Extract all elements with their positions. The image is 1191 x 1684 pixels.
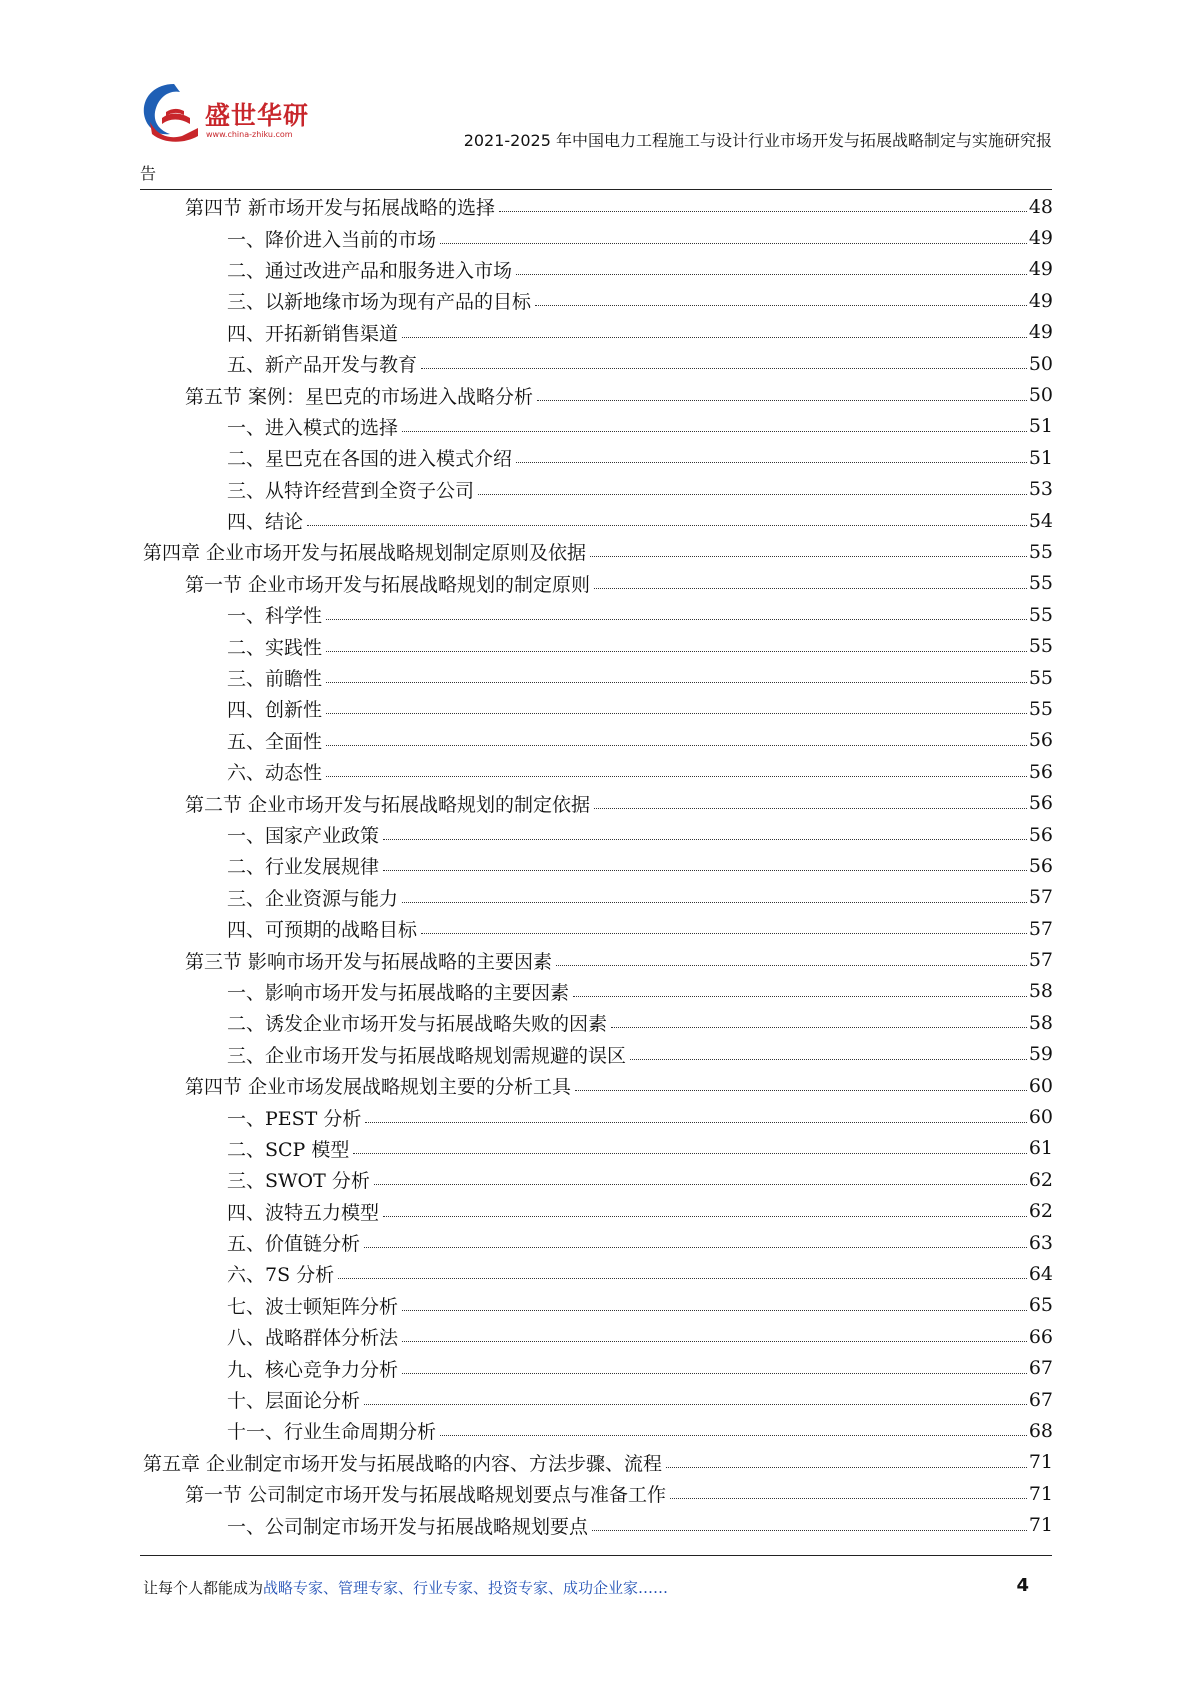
page-number: 4 <box>1016 1575 1029 1596</box>
toc-dot-leader <box>365 1122 1026 1123</box>
toc-entry[interactable] <box>143 756 1053 787</box>
toc-dot-leader <box>594 588 1027 589</box>
table-of-contents <box>143 191 1053 1541</box>
toc-entry-page: 49 <box>1028 258 1053 281</box>
toc-entry-page: 49 <box>1028 289 1053 312</box>
toc-dot-leader <box>594 808 1027 809</box>
toc-entry-title: 第五节 案例：星巴克的市场进入战略分析 <box>185 385 534 408</box>
toc-entry-page: 58 <box>1028 980 1053 1003</box>
toc-entry-page: 55 <box>1028 697 1053 720</box>
toc-dot-leader <box>592 1530 1027 1531</box>
report-title-continuation: 告 <box>140 164 157 183</box>
toc-entry-title: 二、通过改进产品和服务进入市场 <box>227 259 513 282</box>
toc-dot-leader <box>338 1278 1027 1279</box>
toc-dot-leader <box>383 870 1027 871</box>
toc-entry[interactable] <box>143 662 1053 693</box>
toc-entry[interactable] <box>143 1196 1053 1227</box>
page-header <box>140 78 1052 190</box>
toc-entry-page: 71 <box>1028 1482 1053 1505</box>
toc-entry-title: 第三节 影响市场开发与拓展战略的主要因素 <box>185 950 553 973</box>
toc-entry-page: 54 <box>1028 509 1053 532</box>
toc-entry-title: 一、PEST 分析 <box>227 1107 362 1130</box>
toc-entry-title: 一、公司制定市场开发与拓展战略规划要点 <box>227 1515 589 1538</box>
toc-dot-leader <box>575 1090 1027 1091</box>
toc-dot-leader <box>573 996 1027 997</box>
company-logo <box>140 78 315 153</box>
toc-entry-page: 51 <box>1028 446 1053 469</box>
toc-dot-leader <box>590 556 1027 557</box>
slogan-highlight: 战略专家、管理专家、行业专家、投资专家、成功企业家…… <box>263 1579 669 1597</box>
toc-dot-leader <box>666 1467 1027 1468</box>
toc-entry[interactable] <box>143 1509 1053 1540</box>
toc-entry-page: 61 <box>1028 1137 1053 1160</box>
toc-entry-page: 56 <box>1028 760 1053 783</box>
toc-dot-leader <box>440 1435 1027 1436</box>
toc-entry-page: 60 <box>1028 1074 1053 1097</box>
toc-entry[interactable] <box>143 1384 1053 1415</box>
toc-dot-leader <box>402 1341 1027 1342</box>
toc-entry-title: 五、全面性 <box>227 730 323 753</box>
toc-dot-leader <box>516 462 1027 463</box>
toc-entry[interactable] <box>143 1039 1053 1070</box>
toc-dot-leader <box>516 274 1027 275</box>
toc-dot-leader <box>402 431 1027 432</box>
toc-entry[interactable] <box>143 1227 1053 1258</box>
toc-entry[interactable] <box>143 1290 1053 1321</box>
toc-dot-leader <box>535 305 1027 306</box>
toc-entry-page: 66 <box>1028 1325 1053 1348</box>
toc-entry[interactable] <box>143 1478 1053 1509</box>
toc-entry-title: 四、开拓新销售渠道 <box>227 322 399 345</box>
toc-entry[interactable] <box>143 693 1053 724</box>
toc-entry-title: 一、影响市场开发与拓展战略的主要因素 <box>227 981 570 1004</box>
toc-dot-leader <box>326 713 1027 714</box>
toc-entry[interactable] <box>143 222 1053 253</box>
toc-entry-page: 67 <box>1028 1388 1053 1411</box>
toc-entry-page: 56 <box>1028 823 1053 846</box>
toc-entry-page: 68 <box>1028 1419 1053 1442</box>
toc-entry-page: 60 <box>1028 1106 1053 1129</box>
toc-entry-title: 第二节 企业市场开发与拓展战略规划的制定依据 <box>185 793 591 816</box>
toc-entry-page: 57 <box>1028 886 1053 909</box>
toc-dot-leader <box>402 337 1027 338</box>
toc-entry-page: 55 <box>1028 635 1053 658</box>
toc-entry-title: 五、新产品开发与教育 <box>227 354 418 377</box>
toc-dot-leader <box>402 1373 1027 1374</box>
toc-entry-page: 67 <box>1028 1357 1053 1380</box>
toc-entry-title: 二、实践性 <box>227 636 323 659</box>
footer-slogan <box>143 1577 668 1598</box>
toc-entry[interactable] <box>143 850 1053 881</box>
toc-entry[interactable] <box>143 1007 1053 1038</box>
toc-entry[interactable] <box>143 1164 1053 1195</box>
toc-dot-leader <box>478 494 1027 495</box>
toc-dot-leader <box>326 619 1027 620</box>
toc-entry[interactable] <box>143 1070 1053 1101</box>
toc-entry[interactable] <box>143 505 1053 536</box>
toc-entry-page: 64 <box>1028 1262 1053 1285</box>
toc-entry-title: 一、国家产业政策 <box>227 825 380 847</box>
toc-entry[interactable] <box>143 568 1053 599</box>
toc-dot-leader <box>326 776 1027 777</box>
toc-dot-leader <box>364 1404 1027 1405</box>
toc-entry-title: 五、价值链分析 <box>227 1233 361 1256</box>
toc-dot-leader <box>374 1184 1027 1185</box>
toc-entry[interactable] <box>143 474 1053 505</box>
toc-entry-page: 58 <box>1028 1011 1053 1034</box>
toc-entry[interactable] <box>143 882 1053 913</box>
toc-entry[interactable] <box>143 254 1053 285</box>
toc-entry-page: 57 <box>1028 917 1053 940</box>
toc-entry-title: 三、从特许经营到全资子公司 <box>227 479 475 502</box>
toc-dot-leader <box>421 933 1027 934</box>
toc-dot-leader <box>364 1247 1027 1248</box>
toc-entry-title: 三、SWOT 分析 <box>227 1170 370 1193</box>
toc-entry-title: 四、波特五力模型 <box>227 1201 380 1224</box>
toc-entry-page: 56 <box>1028 792 1053 815</box>
toc-entry-title: 第四章 企业市场开发与拓展战略规划制定原则及依据 <box>143 542 587 565</box>
toc-entry[interactable] <box>143 379 1053 410</box>
toc-dot-leader <box>307 525 1027 526</box>
toc-entry-title: 二、行业发展规律 <box>227 856 380 879</box>
toc-entry-page: 55 <box>1028 572 1053 595</box>
toc-entry-title: 第一节 公司制定市场开发与拓展战略规划要点与准备工作 <box>185 1484 667 1507</box>
toc-entry-title: 一、进入模式的选择 <box>227 416 399 439</box>
toc-entry[interactable] <box>143 1101 1053 1132</box>
toc-entry-page: 48 <box>1028 195 1053 218</box>
toc-entry[interactable] <box>143 1321 1053 1352</box>
toc-dot-leader <box>383 839 1027 840</box>
toc-entry-page: 56 <box>1028 854 1053 877</box>
toc-entry[interactable] <box>143 1133 1053 1164</box>
toc-entry-page: 49 <box>1028 321 1053 344</box>
toc-entry-title: 六、7S 分析 <box>227 1264 335 1287</box>
toc-entry-page: 51 <box>1028 415 1053 438</box>
toc-entry-title: 三、企业市场开发与拓展战略规划需规避的误区 <box>227 1044 627 1067</box>
toc-entry-title: 四、可预期的战略目标 <box>227 919 418 942</box>
toc-entry[interactable] <box>143 442 1053 473</box>
toc-entry-title: 二、星巴克在各国的进入模式介绍 <box>227 448 513 471</box>
toc-entry-title: 第一节 企业市场开发与拓展战略规划的制定原则 <box>185 573 591 596</box>
toc-entry[interactable] <box>143 787 1053 818</box>
toc-dot-leader <box>402 902 1027 903</box>
toc-entry-title: 九、核心竞争力分析 <box>227 1358 399 1381</box>
toc-entry[interactable] <box>143 599 1053 630</box>
toc-entry[interactable] <box>143 1447 1053 1478</box>
toc-dot-leader <box>440 243 1027 244</box>
toc-entry-title: 第五章 企业制定市场开发与拓展战略的内容、方法步骤、流程 <box>143 1452 663 1475</box>
toc-entry-title: 三、以新地缘市场为现有产品的目标 <box>227 291 532 314</box>
report-title: 2021-2025 年中国电力工程施工与设计行业市场开发与拓展战略制定与实施研究报 <box>463 131 1052 150</box>
header-divider <box>140 189 1052 190</box>
toc-entry-page: 50 <box>1028 384 1053 407</box>
toc-entry-page: 63 <box>1028 1231 1053 1254</box>
toc-dot-leader <box>326 682 1027 683</box>
toc-entry-title: 六、动态性 <box>227 762 323 785</box>
toc-dot-leader <box>383 1216 1027 1217</box>
toc-entry[interactable] <box>143 191 1053 222</box>
toc-dot-leader <box>556 965 1027 966</box>
toc-entry-title: 一、科学性 <box>227 605 323 628</box>
toc-entry-title: 二、诱发企业市场开发与拓展战略失败的因素 <box>227 1013 608 1036</box>
toc-entry[interactable] <box>143 317 1053 348</box>
toc-entry-title: 三、企业资源与能力 <box>227 887 399 910</box>
toc-entry-title: 二、SCP 模型 <box>227 1138 350 1161</box>
toc-dot-leader <box>499 211 1027 212</box>
toc-entry-page: 71 <box>1028 1514 1053 1537</box>
toc-dot-leader <box>630 1059 1027 1060</box>
toc-entry-title: 十一、行业生命周期分析 <box>227 1421 437 1444</box>
toc-entry-page: 65 <box>1028 1294 1053 1317</box>
toc-entry-title: 十、层面论分析 <box>227 1390 361 1413</box>
toc-entry-page: 62 <box>1028 1168 1053 1191</box>
toc-dot-leader <box>537 400 1027 401</box>
toc-dot-leader <box>353 1153 1026 1154</box>
toc-entry-page: 55 <box>1028 666 1053 689</box>
logo-emblem-icon <box>140 78 210 148</box>
footer-divider <box>140 1555 1052 1556</box>
toc-entry-page: 55 <box>1028 540 1053 563</box>
toc-entry-title: 七、波士顿矩阵分析 <box>227 1295 399 1318</box>
logo-url: www.china-zhiku.com <box>206 130 293 139</box>
toc-entry[interactable] <box>143 411 1053 442</box>
toc-entry[interactable] <box>143 285 1053 316</box>
toc-dot-leader <box>670 1498 1027 1499</box>
toc-entry[interactable] <box>143 819 1053 850</box>
toc-dot-leader <box>421 368 1027 369</box>
slogan-prefix: 让每个人都能成为 <box>143 1579 264 1597</box>
toc-entry-page: 59 <box>1028 1043 1053 1066</box>
toc-entry-page: 62 <box>1028 1200 1053 1223</box>
toc-entry-title: 第四节 新市场开发与拓展战略的选择 <box>185 197 496 220</box>
logo-name: 盛世华研 <box>205 101 310 130</box>
toc-entry-title: 一、降价进入当前的市场 <box>227 228 437 251</box>
toc-entry-page: 49 <box>1028 227 1053 250</box>
toc-entry-page: 50 <box>1028 352 1053 375</box>
toc-entry-page: 57 <box>1028 949 1053 972</box>
toc-entry-page: 53 <box>1028 478 1053 501</box>
toc-dot-leader <box>326 651 1027 652</box>
toc-entry-title: 第四节 企业市场发展战略规划主要的分析工具 <box>185 1076 572 1099</box>
toc-dot-leader <box>611 1027 1027 1028</box>
toc-entry[interactable] <box>143 913 1053 944</box>
toc-entry[interactable] <box>143 348 1053 379</box>
toc-entry[interactable] <box>143 1258 1053 1289</box>
toc-entry[interactable] <box>143 725 1053 756</box>
toc-entry-title: 四、创新性 <box>227 699 323 722</box>
toc-entry-title: 四、结论 <box>227 511 304 534</box>
toc-entry[interactable] <box>143 536 1053 567</box>
toc-entry-title: 八、战略群体分析法 <box>227 1327 399 1350</box>
toc-entry[interactable] <box>143 1415 1053 1446</box>
toc-dot-leader <box>402 1310 1027 1311</box>
toc-entry[interactable] <box>143 1352 1053 1383</box>
toc-entry-page: 56 <box>1028 729 1053 752</box>
toc-entry-page: 71 <box>1028 1451 1053 1474</box>
toc-dot-leader <box>326 745 1027 746</box>
toc-entry[interactable] <box>143 976 1053 1007</box>
toc-entry-page: 55 <box>1028 603 1053 626</box>
toc-entry[interactable] <box>143 944 1053 975</box>
toc-entry-title: 三、前瞻性 <box>227 668 323 691</box>
toc-entry[interactable] <box>143 630 1053 661</box>
